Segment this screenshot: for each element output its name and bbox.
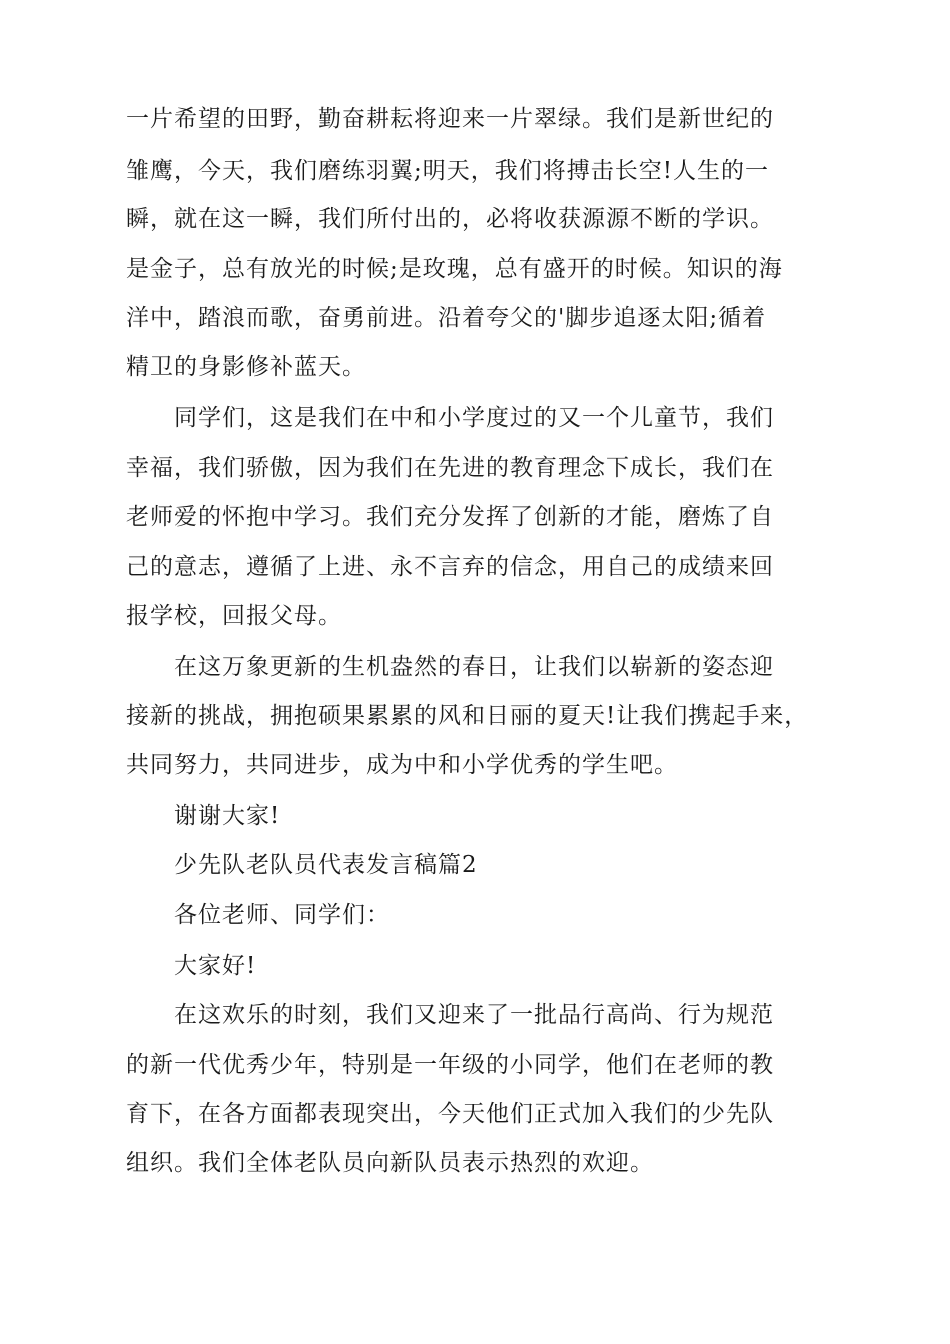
text-line: 老师爱的怀抱中学习。我们充分发挥了创新的才能，磨炼了自 (126, 504, 774, 530)
section-title: 少先队老队员代表发言稿篇2 (174, 852, 478, 878)
text-line: 洋中，踏浪而歌，奋勇前进。沿着夸父的'脚步追逐太阳;循着 (126, 305, 767, 331)
closing-line: 谢谢大家! (174, 803, 281, 829)
greeting: 大家好! (174, 953, 257, 979)
paragraph-start-line: 同学们，这是我们在中和小学度过的又一个儿童节，我们 (174, 405, 774, 431)
text-line: 一片希望的田野，勤奋耕耘将迎来一片翠绿。我们是新世纪的 (126, 106, 774, 132)
text-line: 共同努力，共同进步，成为中和小学优秀的学生吧。 (126, 752, 678, 778)
paragraph-start-line: 在这万象更新的生机盎然的春日，让我们以崭新的姿态迎 (174, 654, 774, 680)
text-line: 精卫的身影修补蓝天。 (126, 354, 366, 380)
text-line: 组织。我们全体老队员向新队员表示热烈的欢迎。 (126, 1150, 654, 1176)
paragraph-start-line: 在这欢乐的时刻，我们又迎来了一批品行高尚、行为规范 (174, 1002, 774, 1028)
text-line: 己的意志，遵循了上进、永不言弃的信念，用自己的成绩来回 (126, 554, 774, 580)
text-line: 的新一代优秀少年，特别是一年级的小同学，他们在老师的教 (126, 1052, 774, 1078)
salutation: 各位老师、同学们： (174, 902, 390, 928)
text-line: 雏鹰，今天，我们磨练羽翼;明天，我们将搏击长空!人生的一 (126, 158, 769, 184)
text-line: 幸福，我们骄傲，因为我们在先进的教育理念下成长，我们在 (126, 455, 774, 481)
text-line: 瞬，就在这一瞬，我们所付出的，必将收获源源不断的学识。 (126, 206, 774, 232)
text-line: 育下，在各方面都表现突出，今天他们正式加入我们的少先队 (126, 1101, 774, 1127)
text-line: 接新的挑战，拥抱硕果累累的风和日丽的夏天!让我们携起手来， (126, 703, 809, 729)
text-line: 报学校，回报父母。 (126, 603, 342, 629)
text-line: 是金子，总有放光的时候;是玫瑰，总有盛开的时候。知识的海 (126, 256, 783, 282)
